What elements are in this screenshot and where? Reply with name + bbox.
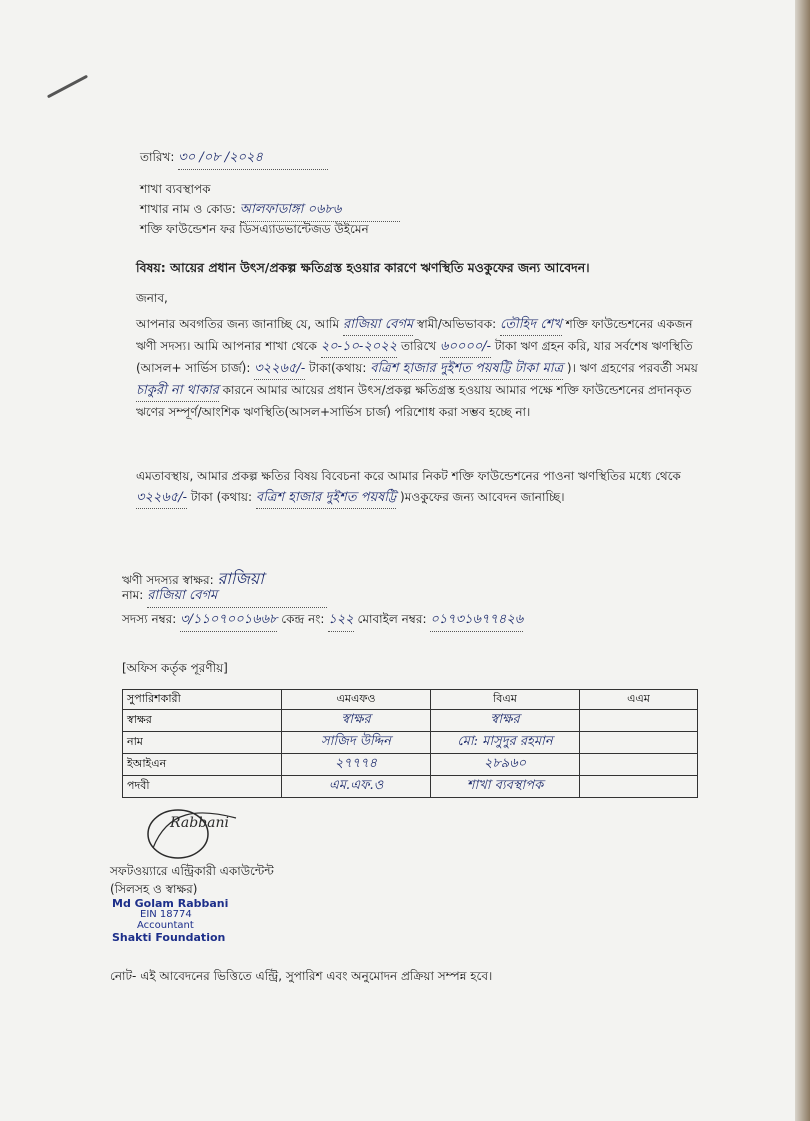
mfo-signature: স্বাক্ষর bbox=[282, 710, 431, 732]
body2-text-2: টাকা (কথায়: bbox=[190, 490, 253, 504]
member-name-handwritten: রাজিয়া বেগম bbox=[343, 314, 413, 336]
office-recommendation-table bbox=[122, 689, 698, 798]
body2-text-3: )মওকুফের জন্য আবেদন জানাচ্ছি। bbox=[400, 490, 565, 504]
am-ein bbox=[580, 754, 698, 776]
body1-text-3: শক্তি ফাউন্ডেশনের একজন ঋণী সদস্য। আমি আপনার শাখা থেকে bbox=[136, 317, 693, 353]
accountant-seal-note: (সিলসহ ও স্বাক্ষর) bbox=[110, 882, 198, 896]
bm-name: মো: মাসুদুর রহমান bbox=[431, 732, 580, 754]
loan-date-handwritten: ২০-১০-২০২২ bbox=[321, 336, 397, 358]
office-use-note: [অফিস কর্তৃক পূরণীয়] bbox=[122, 661, 228, 675]
guardian-name-handwritten: তৌহিদ শেখ bbox=[500, 314, 562, 336]
paper-edge-shadow bbox=[795, 0, 810, 1121]
waive-amount-handwritten: ৩২২৬৫/- bbox=[136, 487, 187, 509]
body1-text-4: তারিখে bbox=[400, 339, 437, 353]
body1-text-2: স্বামী/অভিভাবক: bbox=[416, 317, 497, 331]
body1-text-6: টাকা(কথায়: bbox=[309, 361, 367, 375]
center-number-label: কেন্দ্র নং: bbox=[281, 612, 325, 626]
accountant-signature-icon bbox=[138, 800, 243, 862]
body-paragraph-1 bbox=[136, 314, 706, 423]
stamp-ein: EIN 18774 bbox=[140, 909, 192, 920]
accountant-title: সফটওয়্যারে এন্ট্রিকারী একাউন্টেন্ট bbox=[110, 864, 274, 878]
table-header-row bbox=[123, 690, 698, 710]
loan-amount-handwritten: ৬০০০০/- bbox=[440, 336, 491, 358]
header-am: এএম bbox=[580, 690, 698, 710]
bm-signature: স্বাক্ষর bbox=[431, 710, 580, 732]
row-label-designation: পদবী bbox=[123, 776, 282, 798]
branch-name-value: আলফাডাঙ্গা ০৬৮৬ bbox=[240, 200, 400, 222]
member-number-line bbox=[122, 610, 523, 632]
bm-ein: ২৮৯৬০ bbox=[431, 754, 580, 776]
row-label-name: নাম bbox=[123, 732, 282, 754]
header-mfo: এমএফও bbox=[282, 690, 431, 710]
header-recommender: সুপারিশকারী bbox=[123, 690, 282, 710]
body1-text-1: আপনার অবগতির জন্য জানাচ্ছি যে, আমি bbox=[136, 317, 340, 331]
mfo-ein: ২৭৭৭৪ bbox=[282, 754, 431, 776]
date-label: তারিখ: bbox=[140, 150, 175, 164]
member-signature-label: ঋণী সদস্যর স্বাক্ষর: bbox=[122, 573, 214, 587]
table-row bbox=[123, 776, 698, 798]
member-name-line bbox=[122, 586, 327, 608]
am-signature bbox=[580, 710, 698, 732]
branch-manager: শাখা ব্যবস্থাপক bbox=[140, 182, 211, 196]
body1-text-7: )। ঋণ গ্রহণের পরবর্তী সময় bbox=[566, 361, 698, 375]
date-value: ৩০ /০৮ /২০২৪ bbox=[178, 148, 328, 170]
subject-line: বিষয়: আয়ের প্রধান উৎস/প্রকল্প ক্ষতিগ্রস্ত হওয়ার কারণে ঋণস্থিতি মওকুফের জন্য আবেদন। bbox=[136, 260, 590, 275]
member-signature: রাজিয়া bbox=[217, 569, 264, 588]
date-line bbox=[140, 148, 328, 170]
salutation: জনাব, bbox=[136, 291, 168, 305]
am-designation bbox=[580, 776, 698, 798]
mfo-designation: এম.এফ.ও bbox=[282, 776, 431, 798]
am-name bbox=[580, 732, 698, 754]
body-paragraph-2 bbox=[136, 466, 706, 509]
stamp-name: Md Golam Rabbani bbox=[112, 897, 229, 910]
row-label-ein: ইআইএন bbox=[123, 754, 282, 776]
mobile-number-label: মোবাইল নম্বর: bbox=[357, 612, 427, 626]
branch-name-line bbox=[140, 200, 400, 222]
member-number-label: সদস্য নম্বর: bbox=[122, 612, 177, 626]
body1-text-5: টাকা ঋণ গ্রহন করি, যার সর্বশেষ ঋণস্থিতি (আসল+ সার্ভিস চার্জ): bbox=[136, 339, 693, 375]
table-row bbox=[123, 710, 698, 732]
table-row bbox=[123, 754, 698, 776]
stamp-organization: Shakti Foundation bbox=[112, 931, 226, 944]
waive-words-handwritten: বত্রিশ হাজার দুইশত পয়ষট্টি bbox=[256, 487, 396, 509]
center-number-value: ১২২ bbox=[328, 610, 353, 632]
balance-handwritten: ৩২২৬৫/- bbox=[254, 358, 305, 380]
body1-text-8: কারনে আমার আয়ের প্রধান উৎস/প্রকল্প ক্ষতিগ্রস্ত হওয়ায় আমার পক্ষে শক্তি ফাউন্ডেশনের প্রদানকৃত ঋণের সম্পূর্ণ/আংশিক ঋণস্থিতি(আসল+সার্ভিস চার্জ) পরিশোধ করা সম্ভব হচ্ছে না। bbox=[136, 383, 692, 419]
branch-name-label: শাখার নাম ও কোড: bbox=[140, 202, 236, 216]
accountant-signature: Rabbani bbox=[170, 815, 229, 831]
organization-name: শক্তি ফাউন্ডেশন ফর ডিসএ্যাডভান্টেজড উইমেন bbox=[140, 222, 369, 236]
header-bm: বিএম bbox=[431, 690, 580, 710]
row-label-signature: স্বাক্ষর bbox=[123, 710, 282, 732]
balance-words-handwritten: বত্রিশ হাজার দুইশত পয়ষট্টি টাকা মাত্র bbox=[370, 358, 563, 380]
stamp-role: Accountant bbox=[137, 920, 194, 931]
body2-text-1: এমতাবস্থায়, আমার প্রকল্প ক্ষতির বিষয় বিবেচনা করে আমার নিকট শক্তি ফাউন্ডেশনের পাওনা ঋণস্থিতির মধ্যে থেকে bbox=[136, 469, 681, 483]
member-name-value: রাজিয়া বেগম bbox=[147, 586, 327, 608]
footer-note: নোট- এই আবেদনের ভিত্তিতে এন্ট্রি, সুপারিশ এবং অনুমোদন প্রক্রিয়া সম্পন্ন হবে। bbox=[110, 969, 493, 983]
bm-designation: শাখা ব্যবস্থাপক bbox=[431, 776, 580, 798]
reason-handwritten: চাকুরী না থাকার bbox=[136, 380, 219, 402]
member-name-label: নাম: bbox=[122, 588, 144, 602]
table-row bbox=[123, 732, 698, 754]
mobile-number-value: ০১৭৩১৬৭৭৪২৬ bbox=[430, 610, 523, 632]
mfo-name: সাজিদ উদ্দিন bbox=[282, 732, 431, 754]
member-number-value: ৩/১১০৭০০১৬৬৮ bbox=[180, 610, 277, 632]
